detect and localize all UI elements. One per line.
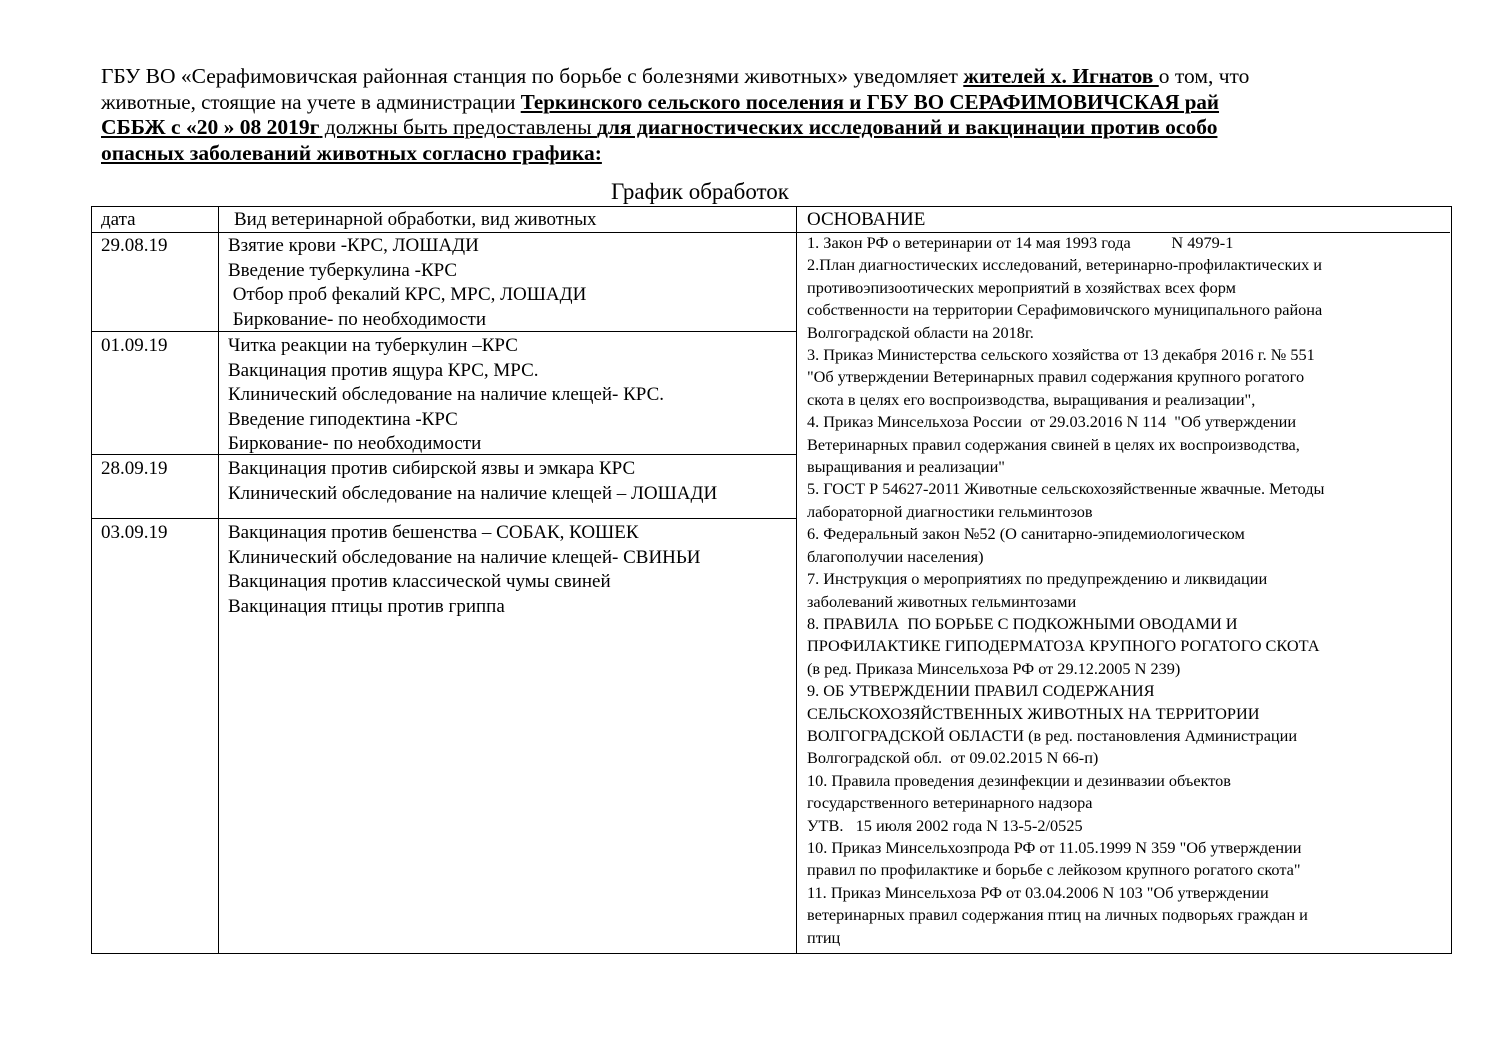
- treatment-item: Вакцинация птицы против гриппа: [228, 595, 505, 617]
- notice-text: ГБУ ВО «Серафимовичская районная станция по борьбе с болезнями животных» уведомляет: [101, 64, 964, 88]
- column-divider: [796, 207, 797, 953]
- notice-line-2: [101, 90, 1476, 116]
- basis-line: 9. ОБ УТВЕРЖДЕНИИ ПРАВИЛ СОДЕРЖАНИЯ: [807, 681, 1155, 701]
- basis-line: противоэпизоотических мероприятий в хозяйствах всех форм: [807, 277, 1236, 297]
- purpose-text: опасных заболеваний животных согласно графика:: [101, 140, 602, 165]
- treatment-item: Читка реакции на туберкулин –КРС: [228, 335, 518, 356]
- row-items: [228, 334, 664, 457]
- notice-paragraph: [101, 64, 1476, 166]
- basis-line: птиц: [807, 927, 841, 947]
- basis-line: 4. Приказ Минсельхоза России от 29.03.2016 N 114 "Об утверждении: [807, 412, 1297, 432]
- basis-line: благополучии населения): [807, 546, 984, 566]
- basis-line: выращивания и реализации": [807, 457, 1005, 477]
- row-divider: [92, 518, 796, 519]
- row-date: 28.09.19: [101, 458, 168, 479]
- treatment-item: Биркование- по необходимости: [228, 433, 482, 454]
- treatment-item: Введение гиподектина -КРС: [228, 408, 458, 430]
- row-date: 03.09.19: [101, 522, 168, 543]
- basis-line: собственности на территории Серафимовичского муниципального района: [807, 300, 1323, 320]
- basis-line: Волгоградской области на 2018г.: [807, 322, 1034, 342]
- treatment-schedule-table: [91, 206, 1452, 954]
- administration-name: Теркинского сельского поселения и ГБУ ВО СЕРАФИМОВИЧСКАЯ рай: [520, 89, 1220, 114]
- basis-line: 10. Правила проведения дезинфекции и дезинвазии объектов: [807, 770, 1231, 790]
- basis-line: 3. Приказ Министерства сельского хозяйства от 13 декабря 2016 г. № 551: [807, 345, 1315, 365]
- basis-line: 6. Федеральный закон №52 (О санитарно-эпидемиологическом: [807, 524, 1245, 544]
- organization-start-date: СББЖ с «20 » 08 2019г: [101, 115, 320, 139]
- notice-line-3: [101, 115, 1476, 141]
- treatment-item: Вакцинация против ящура КРС, МРС.: [228, 359, 539, 381]
- basis-line: лабораторной диагностики гельминтозов: [807, 501, 1093, 521]
- basis-line: 5. ГОСТ Р 54627-2011 Животные сельскохозяйственные жвачные. Методы: [807, 479, 1325, 499]
- basis-line: (в ред. Приказа Минсельхоза РФ от 29.12.2005 N 239): [807, 658, 1181, 678]
- treatment-item: Вакцинация против сибирской язвы и эмкара КРС: [228, 458, 636, 479]
- basis-line: 2.План диагностических исследований, ветеринарно-профилактических и: [807, 255, 1322, 275]
- basis-line: Волгоградской обл. от 09.02.2015 N 66-п): [807, 748, 1099, 768]
- basis-line: 7. Инструкция о мероприятиях по предупреждению и ликвидации: [807, 569, 1268, 589]
- basis-line: 1. Закон РФ о ветеринарии от 14 мая 1993 года N 4979-1: [807, 233, 1234, 252]
- basis-line: СЕЛЬСКОХОЗЯЙСТВЕННЫХ ЖИВОТНЫХ НА ТЕРРИТОРИИ: [807, 703, 1260, 723]
- treatment-item: Взятие крови -КРС, ЛОШАДИ: [228, 235, 479, 256]
- treatment-item: Отбор проб фекалий КРС, МРС, ЛОШАДИ: [228, 284, 587, 305]
- basis-line: ветеринарных правил содержания птиц на личных подворьях граждан и: [807, 905, 1308, 925]
- treatment-item: Вакцинация против бешенства – СОБАК, КОШЕК: [228, 522, 639, 543]
- basis-line: заболеваний животных гельминтозами: [807, 591, 1077, 611]
- notice-text: животные, стоящие на учете в администрации: [101, 89, 521, 114]
- row-items: [228, 234, 586, 332]
- table-caption: График обработок: [611, 179, 789, 204]
- notice-text: должны быть предоставлены: [319, 115, 597, 139]
- treatment-item: Клинический обследование на наличие клещей- КРС.: [228, 384, 664, 405]
- basis-line: ВОЛГОГРАДСКОЙ ОБЛАСТИ (в ред. постановления Администрации: [807, 725, 1298, 745]
- basis-line: ПРОФИЛАКТИКЕ ГИПОДЕРМАТОЗА КРУПНОГО РОГАТОГО СКОТА: [807, 636, 1320, 656]
- basis-list: [807, 232, 1447, 949]
- basis-line: скота в целях его воспроизводства, выращивания и реализации",: [807, 389, 1256, 409]
- header-work: Вид ветеринарной обработки, вид животных: [234, 209, 597, 230]
- header-basis: ОСНОВАНИЕ: [807, 209, 926, 230]
- column-divider: [218, 207, 219, 953]
- row-date: 01.09.19: [101, 335, 168, 356]
- basis-line: 11. Приказ Минсельхоза РФ от 03.04.2006 N 103 "Об утверждении: [807, 882, 1269, 902]
- treatment-item: Биркование- по необходимости: [228, 308, 487, 330]
- basis-line: УТВ. 15 июля 2002 года N 13-5-2/0525: [807, 815, 1083, 835]
- basis-line: 8. ПРАВИЛА ПО БОРЬБЕ С ПОДКОЖНЫМИ ОВОДАМИ И: [807, 613, 1238, 633]
- row-date: 29.08.19: [101, 235, 168, 256]
- row-items: [228, 521, 701, 619]
- notice-line-4: [101, 141, 1476, 167]
- purpose-text: для диагностических исследований и вакцинации против особо: [596, 115, 1218, 139]
- treatment-item: Клинический обследование на наличие клещей – ЛОШАДИ: [228, 482, 718, 504]
- basis-line: "Об утверждении Ветеринарных правил содержания крупного рогатого: [807, 367, 1305, 387]
- basis-line: Ветеринарных правил содержания свиней в целях их воспроизводства,: [807, 434, 1300, 454]
- treatment-item: Вакцинация против классической чумы свиней: [228, 571, 611, 592]
- settlement-name: жителей х. Игнатов: [963, 64, 1159, 88]
- header-date: дата: [101, 209, 136, 230]
- basis-line: 10. Приказ Минсельхозпрода РФ от 11.05.1999 N 359 "Об утверждении: [807, 837, 1302, 857]
- notice-text: о том, что: [1158, 64, 1250, 88]
- basis-line: правил по профилактике и борьбе с лейкозом крупного рогатого скота": [807, 860, 1301, 880]
- treatment-item: Введение туберкулина -КРС: [228, 259, 458, 281]
- notice-line-1: [101, 64, 1476, 90]
- basis-line: государственного ветеринарного надзора: [807, 793, 1093, 813]
- treatment-item: Клинический обследование на наличие клещей- СВИНЬИ: [228, 546, 701, 568]
- row-items: [228, 457, 717, 506]
